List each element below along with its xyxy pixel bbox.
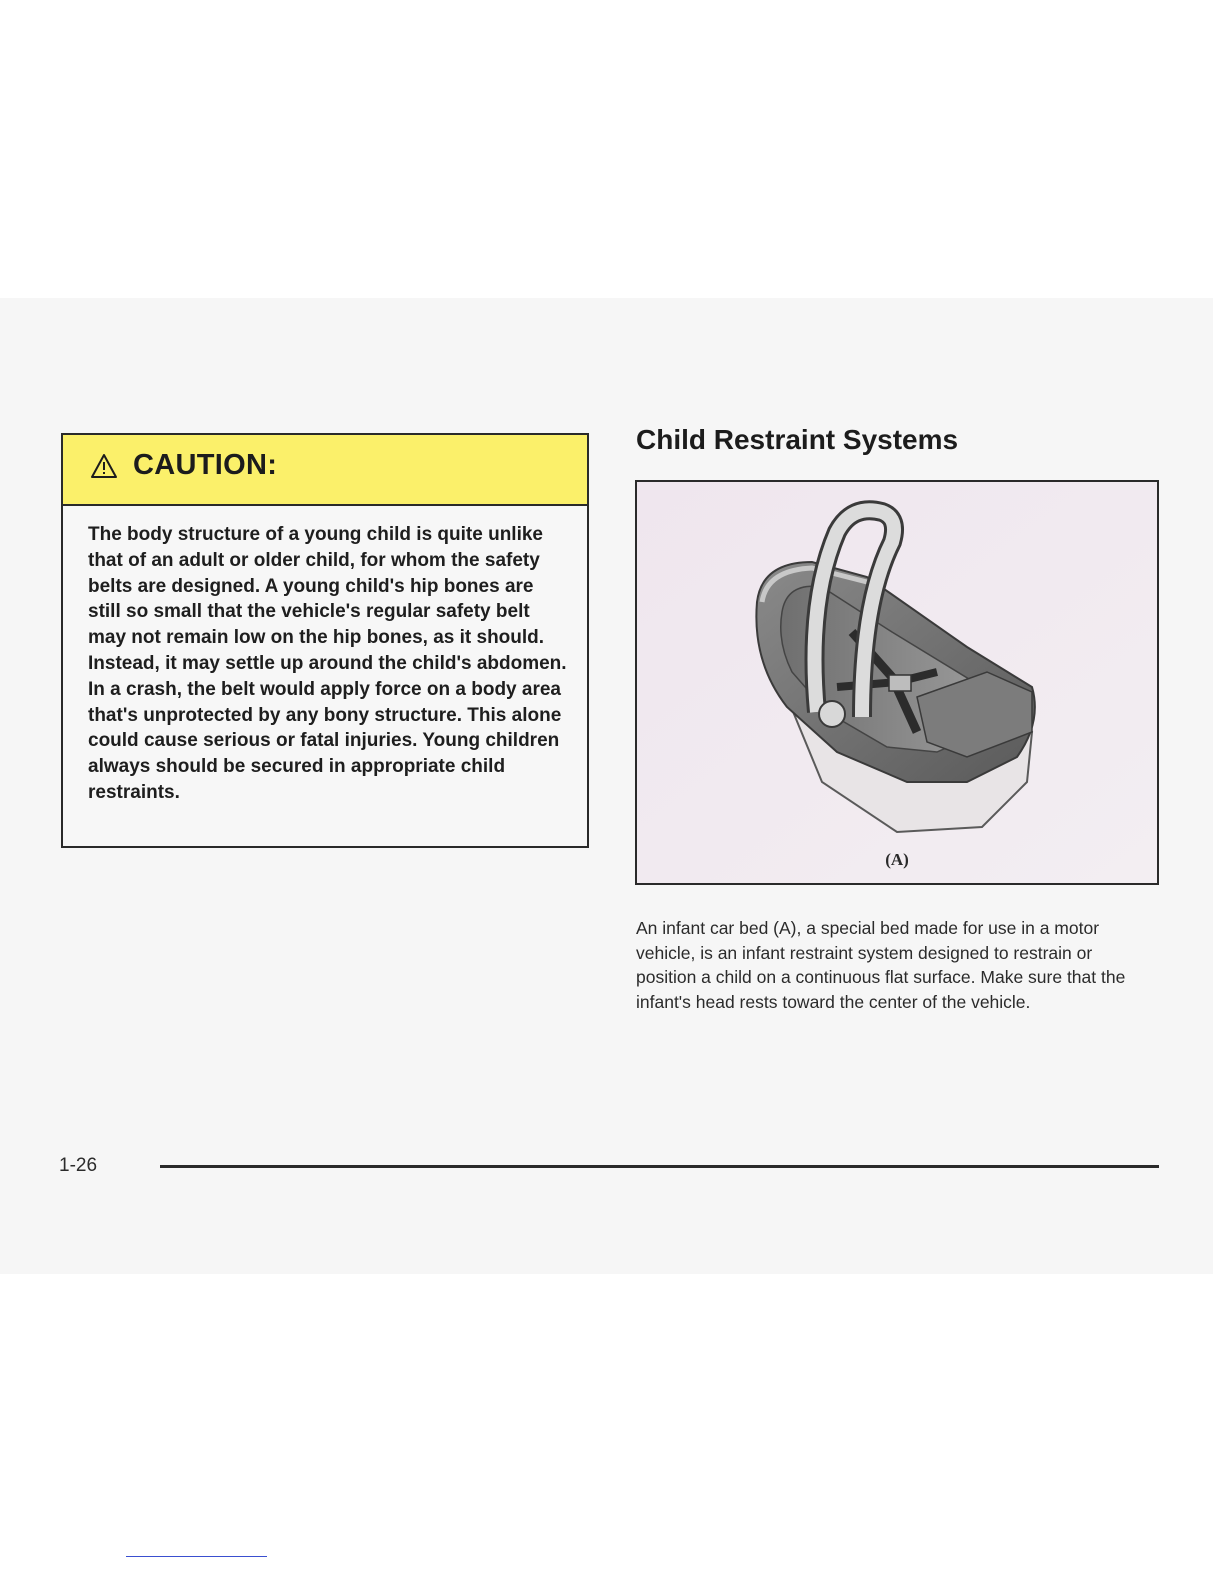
caution-body-text: The body structure of a young child is quite unlike that of an adult or older child, for whom the safety belts are designed. A young child's hip bones are still so small that the vehicle's regular safety belt may not remain low on the hip bones, as it should. Instead, it may settle up around the child's abdomen. In a crash, the belt would apply force on a body area that's unprotected by any bony structure. This alone could cause serious or fatal injuries. Young children always should be secured in appropriate child restraints.: [88, 524, 567, 803]
caution-header: [63, 435, 587, 506]
figure-label: (A): [885, 850, 909, 869]
warning-triangle-icon: [90, 453, 118, 479]
bottom-link-underline: [126, 1556, 267, 1557]
body-paragraph: An infant car bed (A), a special bed made for use in a motor vehicle, is an infant restraint system designed to restrain or position a child on a continuous flat surface. Make sure that the infant's head rests toward the center of the vehicle.: [636, 918, 1126, 1012]
caution-box: [61, 433, 589, 848]
infant-car-bed-figure: [635, 480, 1159, 885]
footer-rule: [160, 1165, 1159, 1168]
page-number: 1-26: [59, 1155, 98, 1176]
section-title: Child Restraint Systems: [636, 424, 959, 455]
infant-car-bed-illustration: [637, 482, 1157, 883]
caution-title: CAUTION:: [133, 449, 278, 481]
manual-page: [0, 298, 1213, 1274]
